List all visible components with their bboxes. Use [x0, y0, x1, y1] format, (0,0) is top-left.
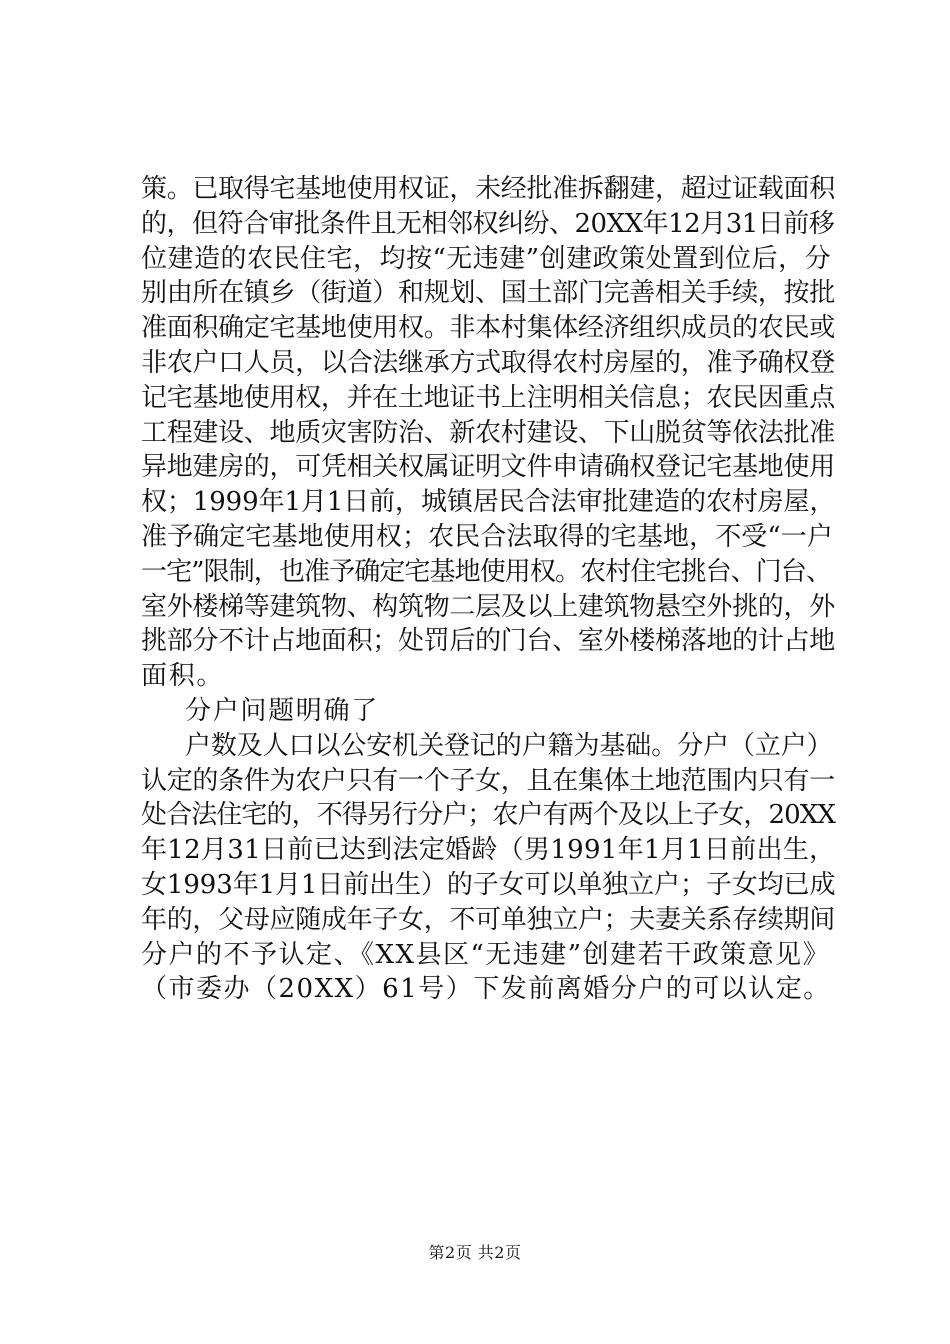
- text-line: 年的，父母应随成年子女，不可单独立户；夫妻关系存续期间: [141, 904, 835, 935]
- text-line: 认定的条件为农户只有一个子女，且在集体土地范围内只有一: [141, 765, 835, 796]
- section-heading: 分户问题明确了: [185, 695, 379, 726]
- text-line: 别由所在镇乡（街道）和规划、国土部门完善相关手续，按批: [141, 278, 835, 309]
- text-line: 一宅”限制，也准予确定宅基地使用权。农村住宅挑台、门台、: [141, 556, 832, 587]
- page-number-footer: 第2页 共2页: [428, 1243, 522, 1262]
- text-line: 女1993年1月1日前出生）的子女可以单独立户；子女均已成: [141, 869, 836, 900]
- text-line: 准面积确定宅基地使用权。非本村集体经济组织成员的农民或: [141, 313, 835, 344]
- text-line: 策。已取得宅基地使用权证，未经批准拆翻建，超过证载面积: [141, 174, 835, 204]
- text-line: （市委办（20XX）61号）下发前离婚分户的可以认定。: [141, 974, 831, 1005]
- text-line: 的，但符合审批条件且无相邻权纠纷、20XX年12月31日前移: [141, 208, 835, 239]
- text-line: 权；1999年1月1日前，城镇居民合法审批建造的农村房屋，: [141, 487, 836, 518]
- text-line: 年12月31日前已达到法定婚龄（男1991年1月1日前出生，: [141, 835, 836, 866]
- text-line: 分户的不予认定、《XX县区“无违建”创建若干政策意见》: [141, 939, 831, 970]
- text-line: 准予确定宅基地使用权；农民合法取得的宅基地，不受“一户: [141, 521, 833, 552]
- text-line: 工程建设、地质灾害防治、新农村建设、下山脱贫等依法批准: [141, 417, 835, 448]
- text-line: 位建造的农民住宅，均按“无违建”创建政策处置到位后，分: [141, 243, 832, 274]
- text-line: 户数及人口以公安机关登记的户籍为基础。分户（立户）: [185, 730, 833, 761]
- text-line: 挑部分不计占地面积；处罚后的门台、室外楼梯落地的计占地: [141, 626, 835, 657]
- text-line: 处合法住宅的，不得另行分户；农户有两个及以上子女，20XX: [141, 800, 836, 831]
- text-line: 非农户口人员，以合法继承方式取得农村房屋的，准予确权登: [141, 347, 835, 378]
- text-line: 异地建房的，可凭相关权属证明文件申请确权登记宅基地使用: [141, 452, 835, 483]
- text-line: 记宅基地使用权，并在土地证书上注明相关信息；农民因重点: [141, 382, 835, 413]
- text-line: 面积。: [141, 661, 225, 692]
- text-line: 室外楼梯等建筑物、构筑物二层及以上建筑物悬空外挑的，外: [141, 591, 835, 622]
- document-body: [141, 172, 835, 1007]
